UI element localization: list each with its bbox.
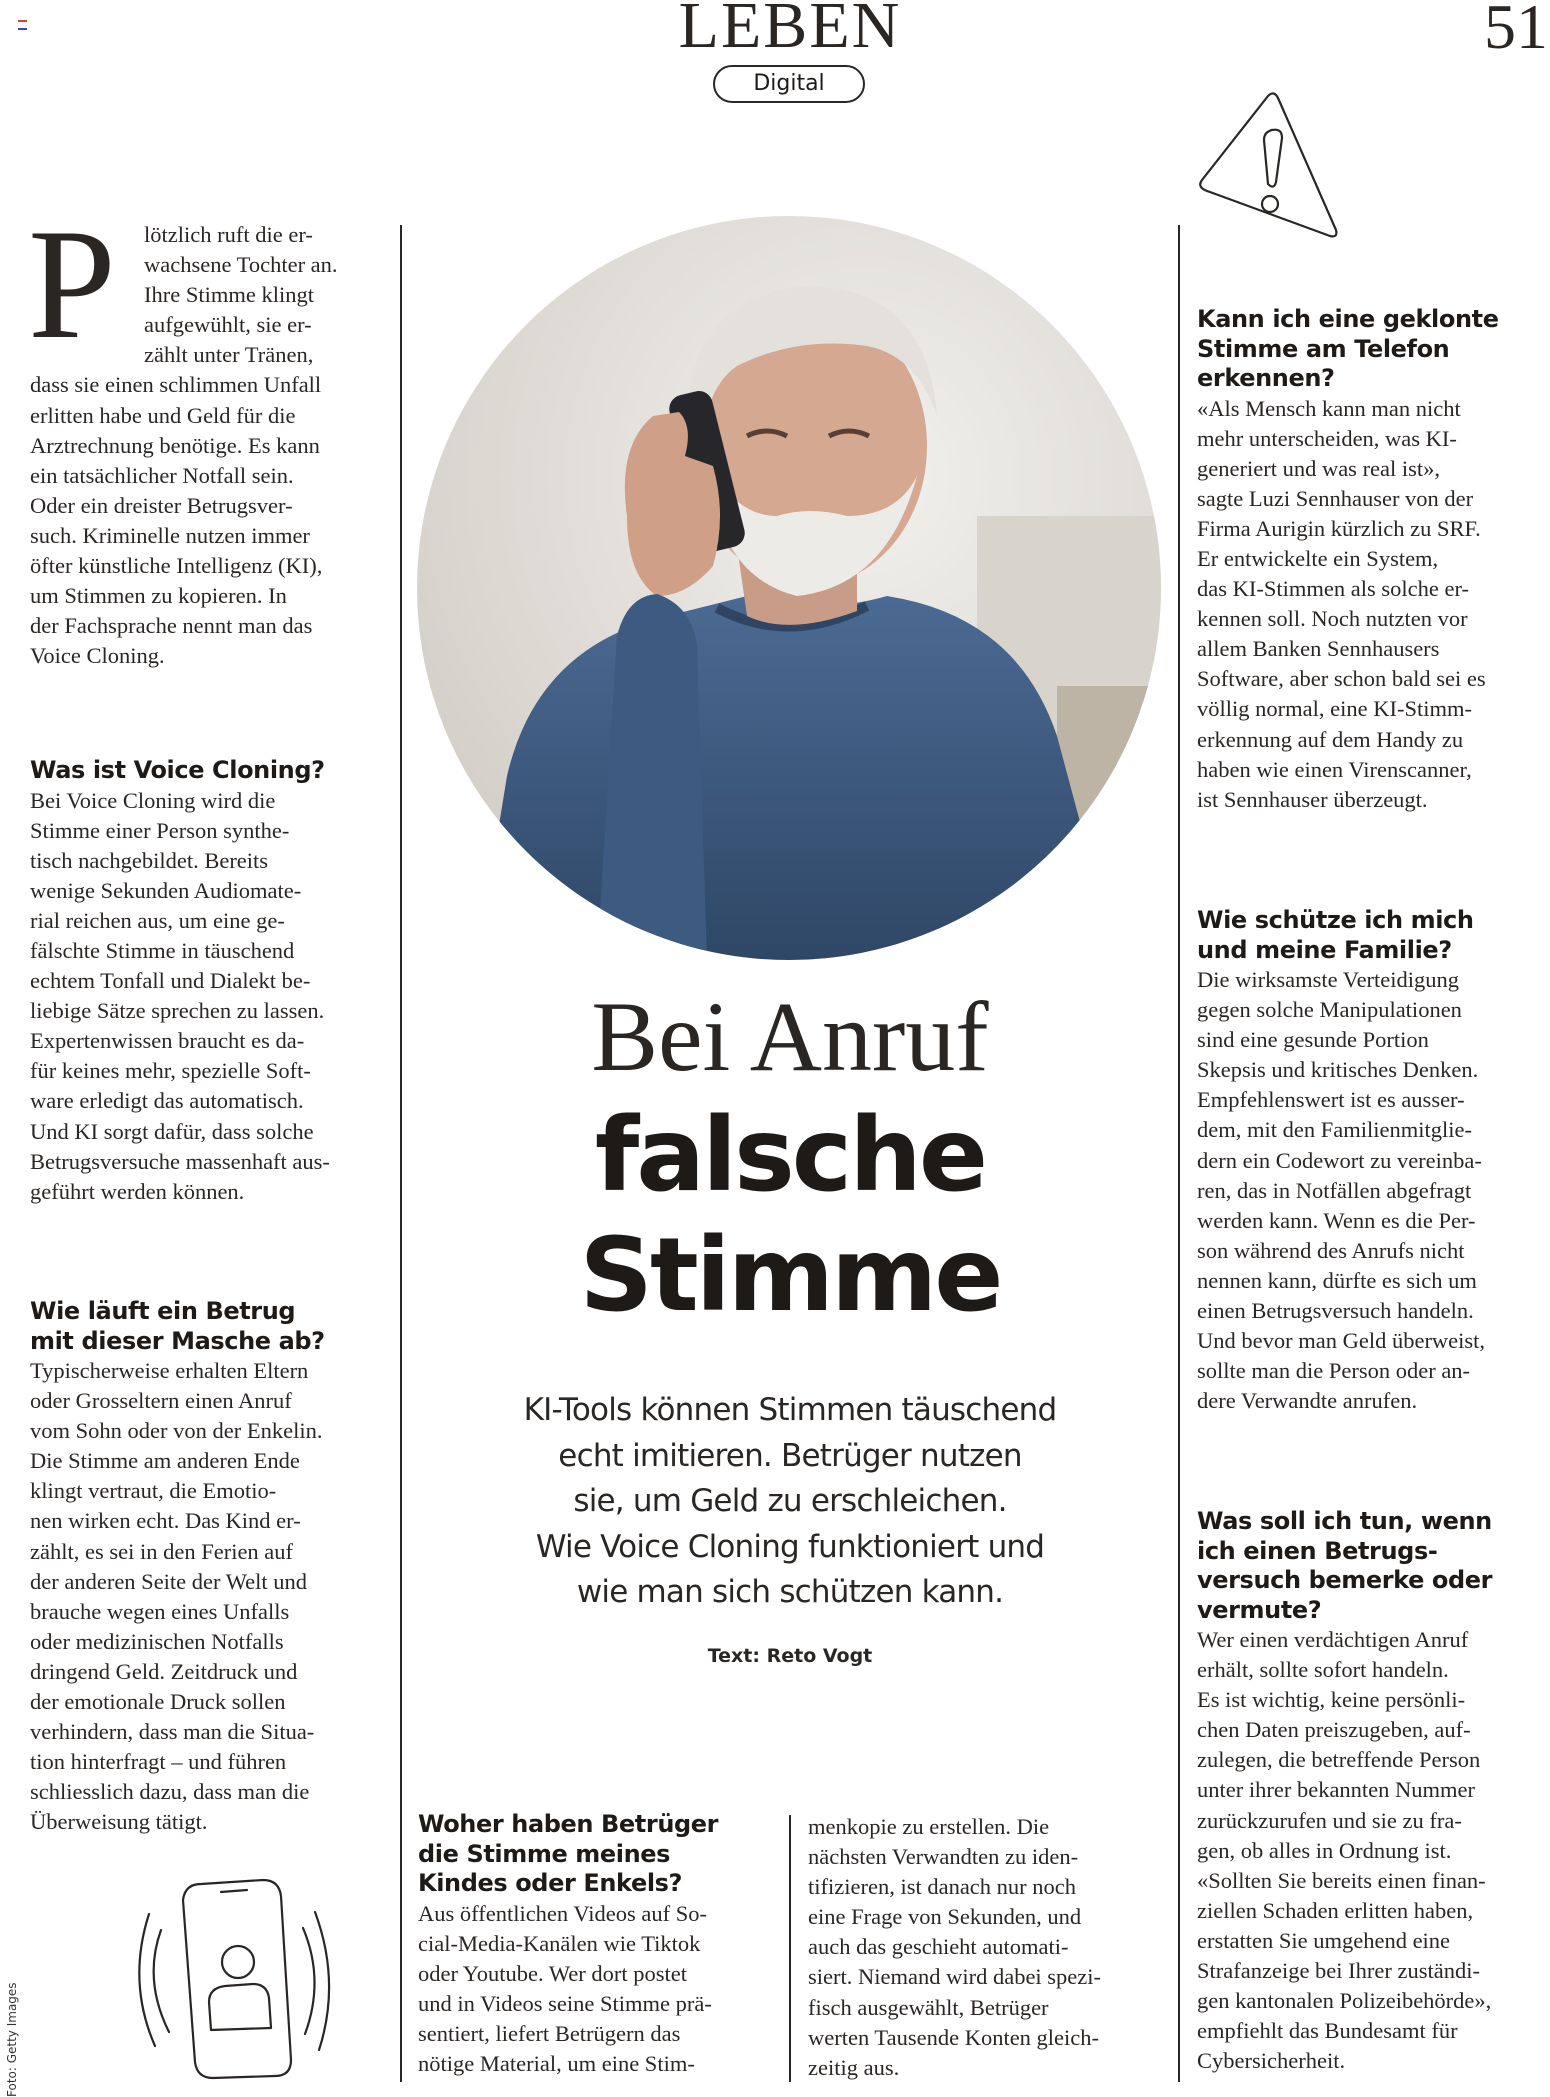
drop-cap: P (28, 197, 116, 372)
section-schutz: Wie schütze ich mich und meine Familie? Die wirksamste Verteidigung gegen solche Manipulationen sind eine gesunde Portion Skepsis und kritisches Denken. Empfehlenswert ist es ausser- dem, mit den Familienmitglie- dern ein Codewort zu vereinba- ren, das in Notfällen abgefragt werden kann. Wenn es die Per- son während des Anrufs nicht nennen kann, dürfte es sich um einen Betrugsversuch handeln. Und bevor man Geld überweist, sollte man die Person oder an- dere Verwandte anrufen. (1197, 906, 1549, 1416)
section-heading: Wie schütze ich mich (1197, 906, 1474, 934)
section-betrug: Wie läuft ein Betrug mit dieser Masche ab? Typischerweise erhalten Eltern oder Grosseltern einen Anruf vom Sohn oder von der Enkelin. Die Stimme am anderen Ende klingt vertraut, die Emotio- nen wirken echt. Das Kind er- zählt, es sei in den Ferien auf der anderen Seite der Welt und brauche wegen eines Unfalls oder medizinischen Notfalls dringend Geld. Zeitdruck und der emotionale Druck sollen verhindern, dass man die Situa- tion hinterfragt – und führen schliesslich dazu, dass man die Überweisung tätigt. (30, 1297, 390, 1838)
headline-line-3: Stimme (579, 1216, 1001, 1335)
section-heading: Was soll ich tun, wenn (1197, 1507, 1492, 1535)
column-rule-center (789, 1815, 791, 2082)
ringing-phone-icon (135, 1870, 335, 2082)
headline-line-2: falsche (594, 1096, 986, 1215)
section-heading: Stimme am Telefon (1197, 334, 1450, 363)
page-number: 51 (1484, 0, 1548, 62)
section-heading: Wie läuft ein Betrug (30, 1297, 296, 1325)
section-erkennen: Kann ich eine geklonte Stimme am Telefon erkennen? «Als Mensch kann man nicht mehr unterscheiden, was KI- generiert und was real ist», sagte Luzi Sennhauser von der Firma Aurigin kürzlich zu SRF. Er entwickelte ein System, das KI-Stimmen als solche er- kennen soll. Noch nutzten vor allem Banken Sennhausers Software, aber schon bald sei es völlig normal, eine KI-Stimm- erkennung auf dem Handy zu haben wie einen Virenscanner, ist Sennhauser überzeugt. (1197, 305, 1549, 815)
byline: Text: Reto Vogt (707, 1645, 873, 1667)
section-heading: Was ist Voice Cloning? (30, 756, 325, 784)
section-heading: erkennen? (1197, 364, 1335, 392)
subsection-badge: Digital (713, 65, 865, 103)
section-heading: Woher haben Betrüger (418, 1810, 719, 1838)
portrait-photo (417, 216, 1161, 960)
section-woher: Woher haben Betrüger die Stimme meines Kindes oder Enkels? Aus öffentlichen Videos auf So- cial-Media-Kanälen wie Tiktok oder Youtube. Wer dort postet und in Videos seine Stimme prä- sentiert, liefert Betrügern das nötige Material, um eine Stim- (418, 1810, 780, 2079)
section-heading: und meine Familie? (1197, 935, 1452, 964)
intro-paragraph (28, 197, 390, 671)
intro-lines: lötzlich ruft die er- wachsene Tochter an. Ihre Stimme klingt aufgewühlt, sie er- zählt unter Tränen, dass sie einen schlimmen Unfall erlitten habe und Geld für die Arztrechnung benötige. Es kann ein tatsächlicher Notfall sein. Oder ein dreister Betrugsver- such. Kriminelle nutzen immer öfter künstliche Intelligenz (KI), um Stimmen zu kopieren. In der Fachsprache nennt man das Voice Cloning. (30, 222, 338, 669)
lead-paragraph: KI-Tools können Stimmen täuschend echt imitieren. Betrüger nutzen sie, um Geld zu erschleichen. Wie Voice Cloning funktioniert und wie man sich schützen kann. (523, 1392, 1057, 1610)
section-heading: versuch bemerke oder (1197, 1566, 1493, 1594)
headline-line-1: Bei Anruf (591, 981, 989, 1092)
section-heading: ich einen Betrugs- (1197, 1536, 1438, 1565)
section-heading: Kindes oder Enkels? (418, 1869, 683, 1897)
section-heading: die Stimme meines (418, 1839, 671, 1868)
section-voice-cloning: Was ist Voice Cloning? Bei Voice Cloning wird die Stimme einer Person synthe- tisch nachgebildet. Bereits wenige Sekunden Audiomate- rial reichen aus, um eine ge- fälschte Stimme in täuschend echtem Tonfall und Dialekt be- liebige Sätze sprechen zu lassen. Expertenwissen braucht es da- für keines mehr, spezielle Soft- ware erledigt das automatisch. Und KI sorgt dafür, dass solche Betrugsversuche massenhaft aus- geführt werden können. (30, 756, 390, 1207)
section-woher-continued: menkopie zu erstellen. Die nächsten Verwandten zu iden- tifizieren, ist danach nur noch eine Frage von Sekunden, und auch das geschieht automati- siert. Niemand wird dabei spezi- fisch ausgewählt, Betrüger werten Tausende Konten gleich- zeitig aus. (808, 1814, 1102, 2080)
section-heading: vermute? (1197, 1595, 1322, 1624)
section-heading: Kann ich eine geklonte (1197, 305, 1499, 333)
section-heading: mit dieser Masche ab? (30, 1326, 325, 1355)
photo-credit: Foto: Getty Images (5, 1982, 19, 2097)
section-tun: Was soll ich tun, wenn ich einen Betrugs- versuch bemerke oder vermute? Wer einen verdächtigen Anruf erhält, sollte sofort handeln. Es ist wichtig, keine persönli- chen Daten preiszugeben, auf- zulegen, die betreffende Person unter ihrer bekannten Nummer zurückzurufen und sie zu fra- gen, ob alles in Ordnung ist. «Sollten Sie bereits einen finan- ziellen Schaden erlitten haben, erstatten Sie umgehend eine Strafanzeige bei Ihrer zuständi- gen kantonalen Polizeibehörde», empfiehlt das Bundesamt für Cybersicherheit. (1197, 1507, 1549, 2076)
warning-triangle-icon (1190, 88, 1350, 248)
section-title: LEBEN (678, 0, 902, 62)
